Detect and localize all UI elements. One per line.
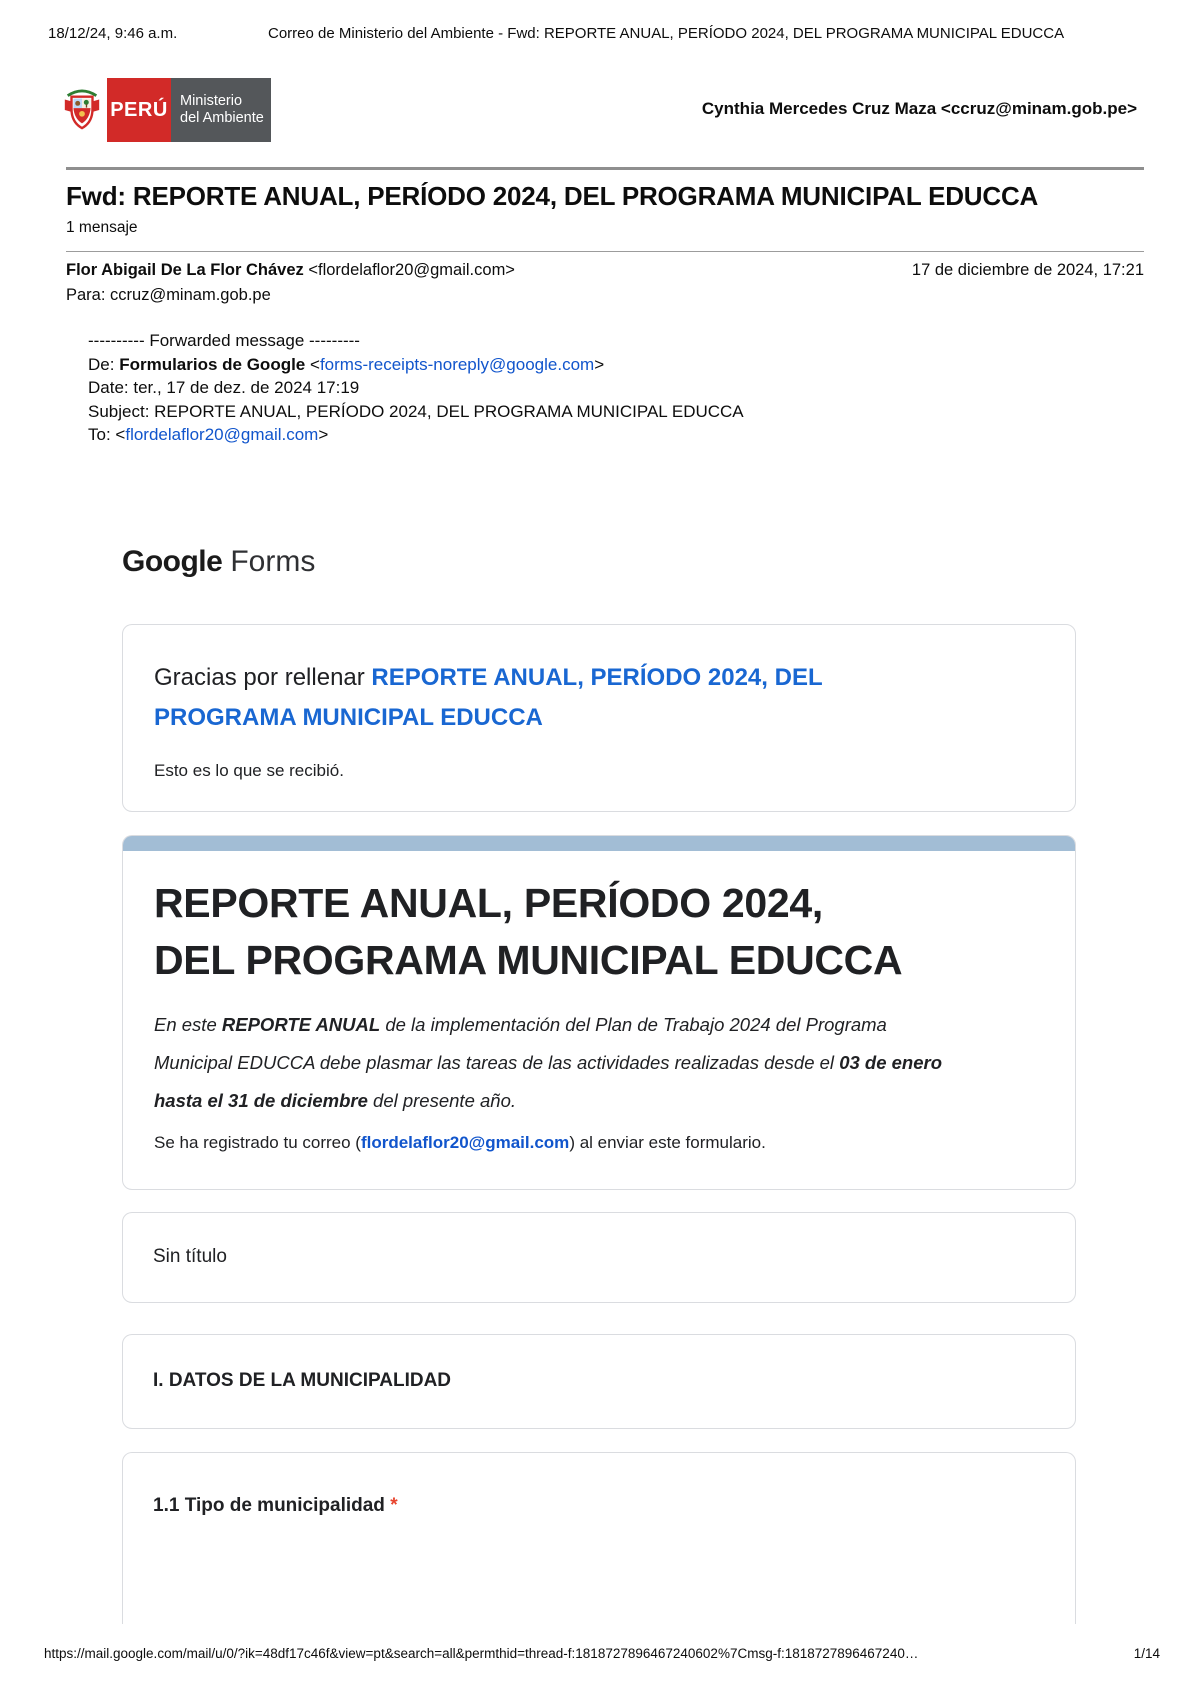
print-header-datetime: 18/12/24, 9:46 a.m. — [48, 25, 178, 42]
thanks-form-title-link-line1[interactable]: REPORTE ANUAL, PERÍODO 2024, DEL — [371, 664, 823, 691]
message-date: 17 de diciembre de 2024, 17:21 — [911, 261, 1144, 279]
google-forms-logo — [122, 545, 315, 579]
form-description — [154, 1006, 1044, 1120]
section-card — [122, 1334, 1076, 1429]
forwarded-subject-line: Subject: REPORTE ANUAL, PERÍODO 2024, DEL PROGRAMA MUNICIPAL EDUCCA — [88, 401, 744, 421]
logo-country-label: PERÚ — [107, 78, 171, 142]
question-card — [122, 1452, 1076, 1624]
footer-url: https://mail.google.com/mail/u/0/?ik=48df17c46f&view=pt&search=all&permthid=thread-f:1818727896467240602%7Cmsg-f:1818727896467240… — [44, 1646, 919, 1661]
form-header-topbar — [123, 836, 1075, 851]
forwarded-from-line — [88, 353, 744, 377]
forwarded-header: ---------- Forwarded message --------- — [88, 331, 360, 350]
forwarded-to-email-link[interactable]: flordelaflor20@gmail.com — [125, 425, 319, 444]
google-wordmark: Google — [122, 545, 223, 578]
received-note: Esto es lo que se recibió. — [154, 761, 344, 780]
logo-ministry-label — [171, 78, 271, 142]
mailbox-owner: Cynthia Mercedes Cruz Maza <ccruz@minam.gob.pe> — [701, 99, 1137, 118]
section-title: I. DATOS DE LA MUNICIPALIDAD — [153, 1370, 452, 1391]
thanks-form-title-link-line2[interactable]: PROGRAMA MUNICIPAL EDUCCA — [154, 704, 543, 731]
forwarded-from-bracket-close: > — [594, 354, 605, 374]
desc-segment: de la implementación del Plan de Trabajo 2024 del Programa — [380, 1014, 887, 1035]
forwarded-from-name: Formularios de Google — [119, 354, 306, 374]
form-title-line1: REPORTE ANUAL, PERÍODO 2024, — [154, 880, 824, 926]
message-count: 1 mensaje — [66, 219, 138, 236]
registered-prefix: Se ha registrado tu correo ( — [154, 1133, 361, 1152]
forwarded-to-bracket-close: > — [318, 425, 329, 444]
registered-note — [154, 1133, 1044, 1153]
form-title — [154, 875, 1044, 989]
desc-segment-bold: 03 de enero — [839, 1052, 943, 1073]
peru-coat-of-arms-icon — [57, 78, 107, 142]
print-header-title: Correo de Ministerio del Ambiente - Fwd: REPORTE ANUAL, PERÍODO 2024, DEL PROGRAMA MUNICIPAL EDUCCA — [268, 25, 1065, 42]
untitled-label: Sin título — [153, 1246, 227, 1267]
sender-email: <flordelaflor20@gmail.com> — [303, 261, 515, 279]
forwarded-from-bracket-open: < — [305, 354, 320, 374]
forwarded-from-email-link[interactable]: forms-receipts-noreply@google.com — [319, 354, 595, 374]
registered-suffix: ) al enviar este formulario. — [569, 1133, 766, 1152]
desc-segment: Municipal EDUCCA debe plasmar las tareas de las actividades realizadas desde el — [154, 1052, 840, 1073]
divider-top — [66, 167, 1144, 170]
minam-logo — [57, 78, 271, 142]
desc-segment: del presente año. — [367, 1090, 516, 1111]
untitled-section-card — [122, 1212, 1076, 1303]
form-title-line2: DEL PROGRAMA MUNICIPAL EDUCCA — [154, 937, 903, 983]
forwarded-block — [88, 329, 744, 447]
form-header-body — [123, 851, 1075, 1153]
forms-wordmark: Forms — [230, 545, 316, 578]
recipient-line: Para: ccruz@minam.gob.pe — [66, 286, 271, 304]
logo-ministry-line2: del Ambiente — [180, 110, 264, 126]
required-asterisk: * — [390, 1495, 398, 1516]
sender-name: Flor Abigail De La Flor Chávez — [66, 261, 304, 279]
footer-page-number: 1/14 — [1133, 1646, 1160, 1661]
desc-segment: En este — [154, 1014, 222, 1035]
thread-subject: Fwd: REPORTE ANUAL, PERÍODO 2024, DEL PROGRAMA MUNICIPAL EDUCCA — [66, 181, 1039, 211]
sender-row — [66, 261, 1144, 280]
forwarded-date-line: Date: ter., 17 de dez. de 2024 17:19 — [88, 378, 360, 397]
thanks-prefix: Gracias por rellenar — [154, 664, 372, 691]
forwarded-to-line — [88, 423, 744, 447]
forwarded-from-label: De: — [88, 354, 120, 374]
registered-email-link[interactable]: flordelaflor20@gmail.com — [360, 1133, 570, 1152]
forwarded-to-label: To: < — [88, 425, 126, 444]
sender-line — [66, 261, 515, 280]
thanks-card — [122, 624, 1076, 812]
desc-segment-bold: hasta el 31 de diciembre — [154, 1090, 368, 1111]
thanks-text — [154, 658, 1044, 738]
form-header-card — [122, 835, 1076, 1190]
logo-ministry-line1: Ministerio — [180, 93, 243, 109]
question-label: 1.1 Tipo de municipalidad — [153, 1495, 391, 1516]
divider-thread — [66, 251, 1144, 252]
desc-segment-bold: REPORTE ANUAL — [221, 1014, 381, 1035]
